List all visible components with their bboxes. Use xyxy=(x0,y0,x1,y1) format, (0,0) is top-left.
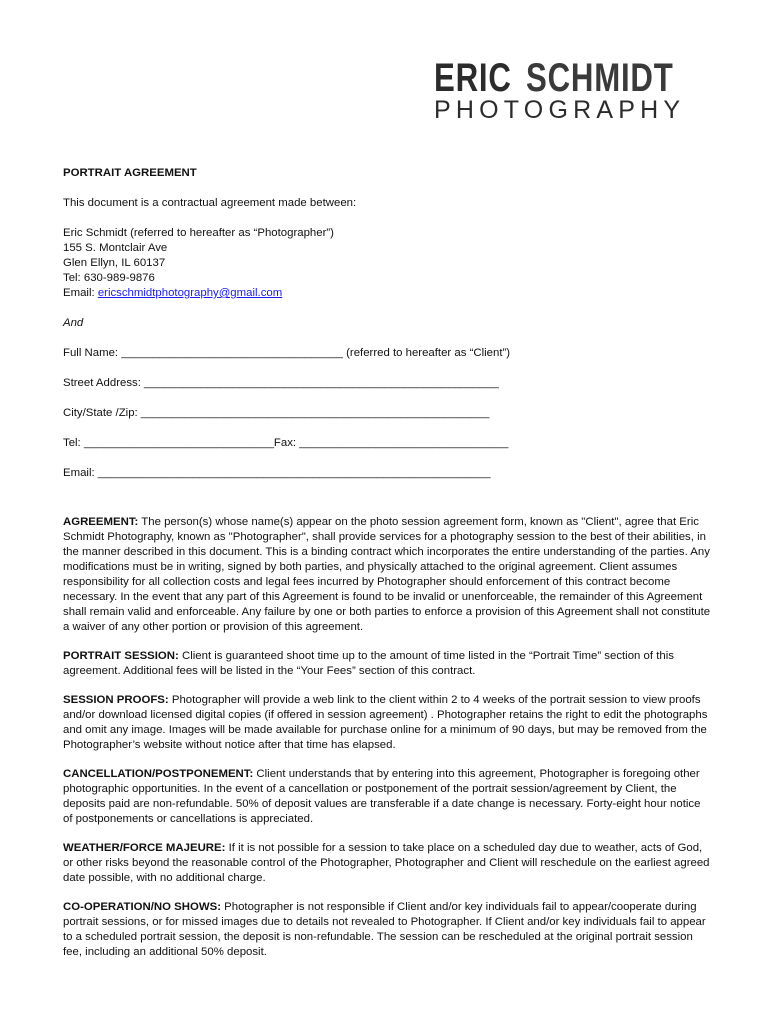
street-address-field[interactable]: Street Address: ________________________________________________________ xyxy=(63,377,499,389)
clause-title: AGREEMENT: xyxy=(63,516,139,528)
clause-body: Client understands that by entering into this agreement, Photographer is foregoing other photographic opportunities. In the event of a cancellation or postponement of the portrait session/agreement by Client, the deposits paid are non-refundable. 50% of deposit values are transferable if a date change is necessary. Forty-eight hour notice of postponements or cancellations is appreciated. xyxy=(63,768,701,825)
and-separator: And xyxy=(63,317,84,329)
clause-title: SESSION PROOFS: xyxy=(63,694,169,706)
clause-body: Photographer is not responsible if Client and/or key individuals fail to appear/cooperate during portrait sessions, or for missed images due to details not revealed to Photographer. If Client and/or key individuals fail to appear to a scheduled portrait session, the deposit is non-refundable. The session can be rescheduled at the original portrait session fee, including an additional 50% deposit. xyxy=(63,901,706,958)
clause-agreement xyxy=(63,515,713,635)
clause-title: CANCELLATION/POSTPONEMENT: xyxy=(63,768,254,780)
document-body xyxy=(63,166,713,974)
tel-fax-field[interactable]: Tel: ______________________________Fax: _________________________________ xyxy=(63,437,509,449)
clause-body: Photographer will provide a web link to the client within 2 to 4 weeks of the portrait session to view proofs and/or download licensed digital copies (if offered in session agreement) . Photographer retains the right to edit the photographs and omit any image. Images will be made available for purchase online for a minimum of 90 days, but may be removed from the Photographer’s website without notice after that time has elapsed. xyxy=(63,694,708,751)
photographer-name-line: Eric Schmidt (referred to hereafter as “Photographer”) xyxy=(63,227,334,239)
photographer-email-link[interactable]: ericschmidtphotography@gmail.com xyxy=(97,287,283,299)
logo-eric: ERIC xyxy=(434,56,512,100)
logo-photography: PHOTOGRAPHY xyxy=(434,96,686,124)
clause-session-proofs xyxy=(63,693,713,753)
clause-cooperation xyxy=(63,900,713,960)
document-title: PORTRAIT AGREEMENT xyxy=(63,167,197,179)
clause-body: Client is guaranteed shoot time up to the amount of time listed in the “Portrait Time” section of this agreement. Additional fees will be listed in the “Your Fees” section of this contract. xyxy=(63,650,674,677)
clause-title: CO-OPERATION/NO SHOWS: xyxy=(63,901,221,913)
email-label: Email: xyxy=(63,287,98,299)
section-spacer xyxy=(63,496,713,515)
clause-weather xyxy=(63,841,713,886)
photographer-tel: Tel: 630-989-9876 xyxy=(63,272,155,284)
logo-schmidt: SCHMIDT xyxy=(526,56,674,100)
clause-body: If it is not possible for a session to take place on a scheduled day due to weather, acts of God, or other risks beyond the reasonable control of the Photographer, Photographer and Client will reschedule on the earliest agreed date possible, with no additional charge. xyxy=(63,842,710,884)
clause-title: WEATHER/FORCE MAJEURE: xyxy=(63,842,226,854)
intro-text: This document is a contractual agreement made between: xyxy=(63,197,357,209)
logo-wordmark xyxy=(434,58,680,100)
clause-body: The person(s) whose name(s) appear on the photo session agreement form, known as "Client", agree that Eric Schmidt Photography, known as "Photographer", shall provide services for a photography session to the best of their abilities, in the manner described in this document. This is a binding contract which incorporates the entire understanding of the parties. Any modifications must be in writing, signed by both parties, and physically attached to the original agreement. Client assumes responsibility for all collection costs and legal fees incurred by Photographer should enforcement of this contract become necessary. In the event that any part of this Agreement is found to be invalid or unenforceable, the remainder of this Agreement shall remain valid and enforceable. Any failure by one or both parties to enforce a provision of this Agreement shall not constitute a waiver of any other portion or provision of this agreement. xyxy=(63,516,711,633)
photographer-city: Glen Ellyn, IL 60137 xyxy=(63,257,166,269)
email-field[interactable]: Email: ______________________________________________________________ xyxy=(63,467,491,479)
photographer-email-line xyxy=(63,286,713,301)
clause-cancellation xyxy=(63,767,713,827)
full-name-field[interactable]: Full Name: ___________________________________ (referred to hereafter as “Client”) xyxy=(63,347,511,359)
company-logo xyxy=(434,56,686,124)
photographer-address xyxy=(63,226,713,301)
city-state-zip-field[interactable]: City/State /Zip: _______________________________________________________ xyxy=(63,407,490,419)
clause-title: PORTRAIT SESSION: xyxy=(63,650,179,662)
photographer-street: 155 S. Montclair Ave xyxy=(63,242,168,254)
clause-portrait-session xyxy=(63,649,713,679)
